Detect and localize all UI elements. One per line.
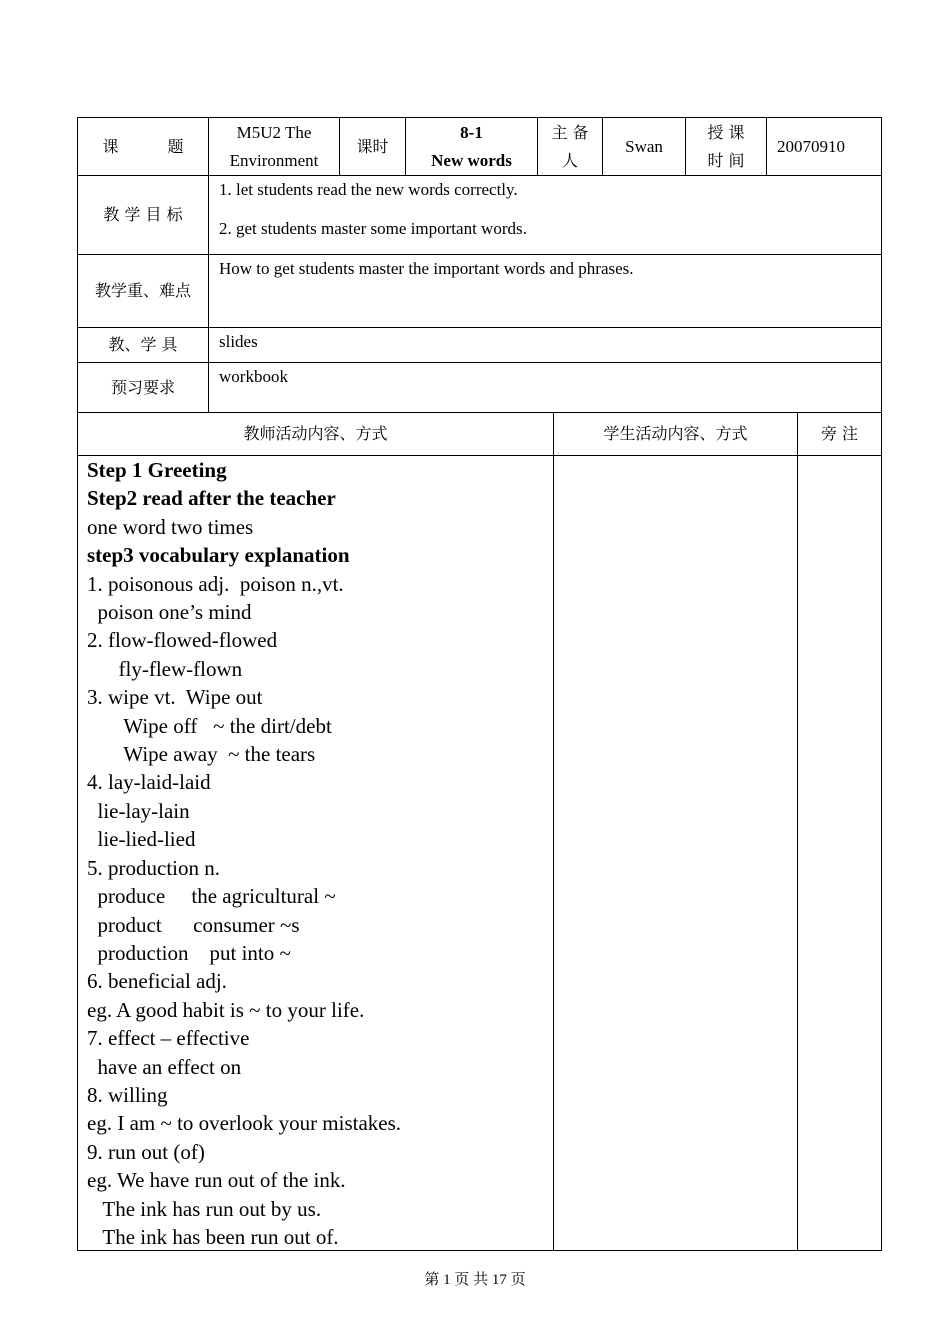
content-line: poison one’s mind (87, 600, 252, 625)
content-line: fly-flew-flown (87, 656, 243, 681)
preparer-value: Swan (625, 136, 663, 156)
content-line: eg. We have run out of the ink. (87, 1168, 346, 1193)
content-line: The ink has been run out of. (87, 1224, 339, 1249)
content-line: have an effect on (87, 1054, 242, 1079)
content-line: 3. wipe vt. Wipe out (87, 685, 263, 710)
goals-list (219, 180, 869, 239)
period-value: 8-1 New words (431, 122, 512, 170)
preparer-label: 主 备 人 (551, 122, 589, 170)
content-line: 7. effect – effective (87, 1026, 250, 1051)
topic-label: 课 题 (102, 136, 206, 156)
content-line: lie-lied-lied (87, 827, 196, 852)
table-border (881, 117, 882, 1251)
content-line: Wipe off ~ the dirt/debt (87, 713, 332, 738)
content-line: 5. production n. (87, 855, 220, 880)
preview-label: 预习要求 (110, 377, 175, 397)
content-line: eg. I am ~ to overlook your mistakes. (87, 1111, 402, 1136)
tools-text: slides (219, 332, 258, 351)
period-label: 课时 (356, 136, 389, 156)
content-line: Step 1 Greeting (87, 458, 227, 482)
goal-item: 2. get students master some important words. (219, 219, 527, 238)
content-line: product consumer ~s (87, 912, 300, 937)
tools-label: 教、学 具 (108, 335, 178, 354)
date-label: 授 课 时 间 (707, 122, 745, 170)
content-line: eg. A good habit is ~ to your life. (87, 997, 365, 1022)
topic-value: M5U2 The Environment (229, 122, 319, 170)
content-line: 6. beneficial adj. (87, 969, 227, 994)
teacher-column-header: 教师活动内容、方式 (243, 424, 388, 443)
table-border (553, 412, 554, 1251)
table-border (797, 412, 798, 1251)
date-value: 20070910 (777, 136, 845, 156)
goal-item: 1. let students read the new words correctly. (219, 180, 518, 199)
content-line: Step2 read after the teacher (87, 486, 336, 511)
content-line: The ink has run out by us. (87, 1196, 322, 1221)
content-line: production put into ~ (87, 940, 291, 965)
notes-column-header: 旁 注 (820, 424, 859, 443)
key-points-label: 教学重、难点 (94, 281, 191, 300)
content-line: produce the agricultural ~ (87, 884, 336, 909)
content-line: 2. flow-flowed-flowed (87, 628, 278, 653)
preview-text: workbook (219, 367, 288, 386)
content-line: Wipe away ~ the tears (87, 742, 316, 767)
content-line: step3 vocabulary explanation (87, 543, 350, 568)
content-line: one word two times (87, 514, 254, 539)
page-footer: 第 1 页 共 17 页 (424, 1272, 526, 1288)
content-line: 4. lay-laid-laid (87, 770, 211, 795)
key-points-text: How to get students master the important words and phrases. (219, 259, 634, 278)
content-line: lie-lay-lain (87, 798, 190, 823)
content-line: 8. willing (87, 1082, 168, 1107)
student-column-header: 学生活动内容、方式 (603, 424, 748, 443)
content-line: 9. run out (of) (87, 1139, 205, 1164)
goals-label: 教 学 目 标 (103, 205, 183, 224)
teacher-activity-content (87, 456, 547, 1251)
content-line: 1. poisonous adj. poison n.,vt. (87, 571, 344, 596)
